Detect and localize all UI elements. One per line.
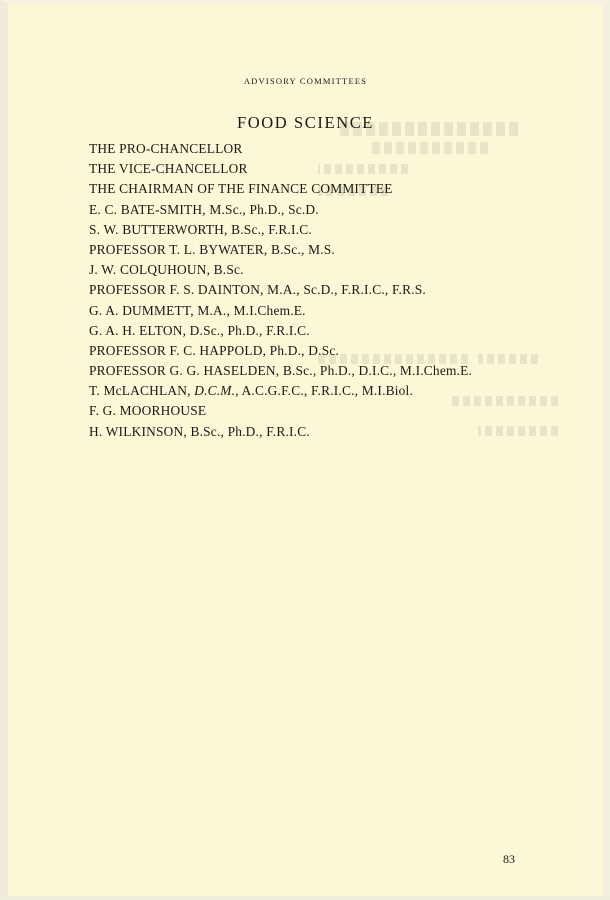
member-entry: THE PRO-CHANCELLOR [89,141,243,156]
member-entry: E. C. BATE-SMITH, M.Sc., Ph.D., Sc.D. [89,201,319,217]
member-entry: S. W. BUTTERWORTH, B.Sc., F.R.I.C. [89,221,312,237]
member-entry: F. G. MOORHOUSE [89,403,207,419]
member-entry: PROFESSOR G. G. HASELDEN, B.Sc., Ph.D., D.I.C., M.I.Chem.E. [89,363,473,379]
member-entry: THE VICE-CHANCELLOR [89,161,248,177]
member-entry: G. A. DUMMETT, M.A., M.I.Chem.E. [89,302,306,318]
running-head: ADVISORY COMMITTEES [243,76,368,86]
page-number: 83 [503,852,515,866]
member-entry: J. W. COLQUHOUN, B.Sc. [89,262,244,278]
member-entry: PROFESSOR F. S. DAINTON, M.A., Sc.D., F.R.I.C., F.R.S. [89,282,426,298]
member-entry: T. McLACHLAN, D.C.M., A.C.G.F.C., F.R.I.C., M.I.Biol. [89,383,414,399]
member-entry: H. WILKINSON, B.Sc., Ph.D., F.R.I.C. [89,423,310,439]
committee-member-list [89,139,472,442]
section-title: FOOD SCIENCE [236,113,374,132]
member-entry: PROFESSOR F. C. HAPPOLD, Ph.D., D.Sc. [89,342,340,358]
member-entry: THE CHAIRMAN OF THE FINANCE COMMITTEE [89,181,393,197]
member-entry: PROFESSOR T. L. BYWATER, B.Sc., M.S. [89,241,335,257]
member-entry: G. A. H. ELTON, D.Sc., Ph.D., F.R.I.C. [89,322,310,338]
